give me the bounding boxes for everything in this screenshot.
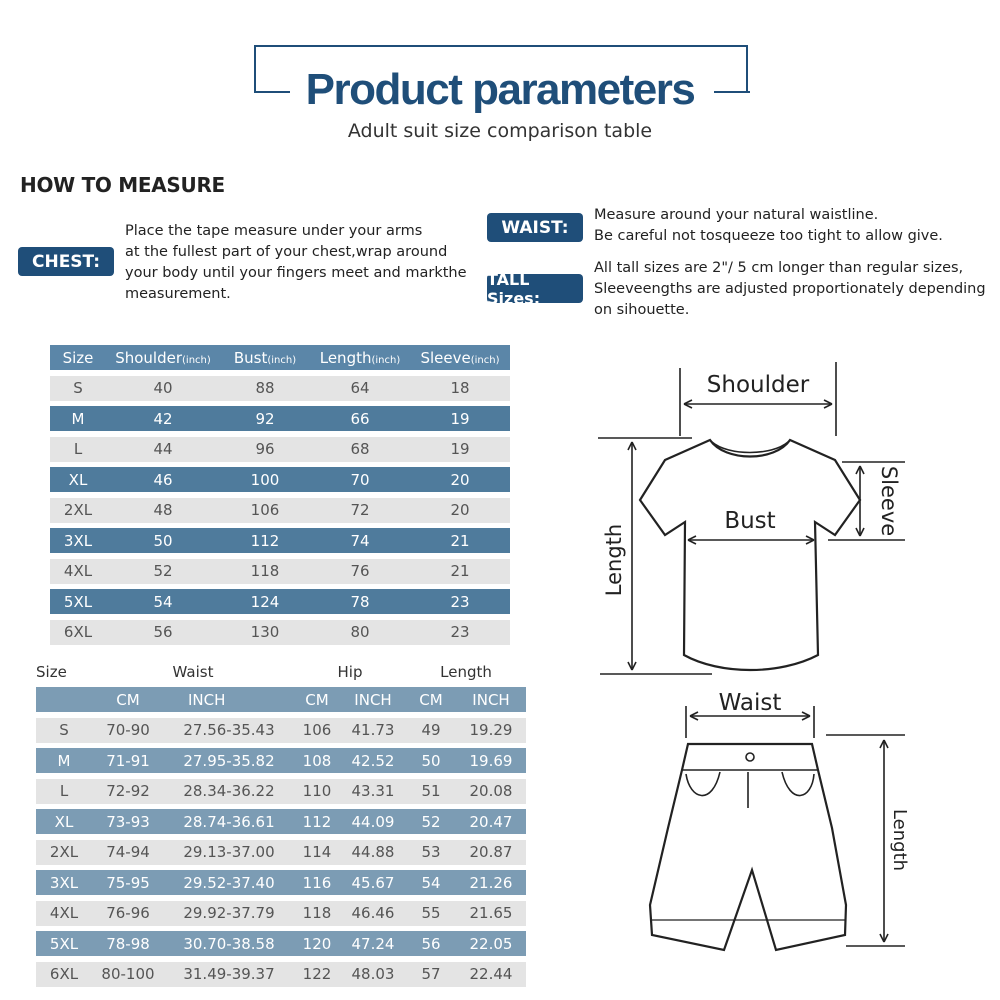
table-cell: 118 — [302, 904, 332, 922]
group-length: Length — [440, 663, 492, 681]
tall-sizes-description — [594, 258, 994, 321]
table-cell: 106 — [302, 721, 332, 739]
bottom-table-group-header — [36, 660, 526, 684]
page-subtitle: Adult suit size comparison table — [347, 120, 653, 142]
table-cell: 118 — [250, 562, 280, 580]
table-cell: 27.56-35.43 — [183, 721, 275, 739]
waist-badge: WAIST: — [487, 213, 583, 242]
group-size: Size — [36, 663, 67, 681]
table-cell: 20 — [450, 470, 470, 489]
tshirt-outline — [640, 440, 860, 670]
header-cell: Size — [62, 348, 94, 367]
subheader-cell: CM — [305, 690, 329, 709]
table-cell: 56 — [153, 623, 173, 641]
table-cell: 19 — [450, 409, 470, 428]
table-cell: 51 — [421, 782, 441, 800]
table-cell: 100 — [250, 470, 280, 489]
bust-label: Bust — [724, 508, 776, 534]
table-row — [50, 559, 510, 584]
table-cell: 75-95 — [106, 873, 150, 892]
table-cell: 42 — [153, 409, 173, 428]
header-cell: Bust(inch) — [233, 348, 297, 367]
table-cell: 72-92 — [106, 782, 150, 800]
table-cell: 92 — [255, 409, 275, 428]
subheader-cell: INCH — [188, 690, 226, 709]
table-row — [36, 901, 526, 926]
table-row — [36, 748, 526, 773]
table-cell: 116 — [302, 873, 332, 892]
table-cell: 20.87 — [469, 843, 513, 861]
title-frame-left-tick — [254, 91, 290, 93]
chest-badge: CHEST: — [18, 247, 114, 276]
table-cell: 55 — [421, 904, 441, 922]
table-cell: 40 — [153, 379, 173, 397]
table-cell: M — [71, 409, 85, 428]
waist-line: Be careful not tosqueeze too tight to allow give. — [594, 228, 943, 244]
header-cell: Sleeve(inch) — [420, 348, 500, 367]
table-row — [36, 779, 526, 804]
shorts-length-label: Length — [889, 808, 910, 872]
table-cell: 30.70-38.58 — [183, 934, 275, 953]
table-cell: L — [59, 782, 69, 800]
shirt-length-label: Length — [602, 523, 626, 597]
table-cell: 44.09 — [351, 812, 395, 831]
table-cell: 21 — [450, 562, 470, 580]
subheader-cell: INCH — [472, 690, 510, 709]
table-cell: 54 — [421, 873, 441, 892]
table-cell: S — [59, 721, 69, 739]
table-row — [36, 931, 526, 956]
table-cell: 70-90 — [106, 721, 150, 739]
table-row — [50, 620, 510, 645]
table-cell: 19.29 — [469, 721, 513, 739]
table-cell: 6XL — [63, 623, 93, 641]
bottom-table-subheader — [36, 687, 526, 712]
tall-line: Sleeveengths are adjusted proportionately depending — [594, 281, 986, 297]
table-cell: 48.03 — [351, 965, 395, 983]
table-row — [50, 437, 510, 462]
table-cell: 52 — [421, 812, 441, 831]
table-cell: 114 — [302, 843, 332, 861]
chest-line: your body until your fingers meet and markthe — [125, 265, 467, 281]
table-cell: 44.88 — [351, 843, 395, 861]
table-row — [50, 589, 510, 614]
garment-diagram — [590, 355, 995, 995]
chest-line: measurement. — [125, 286, 231, 302]
table-row — [36, 809, 526, 834]
table-cell: 6XL — [49, 965, 79, 983]
table-cell: 23 — [450, 592, 470, 611]
table-cell: 120 — [302, 934, 332, 953]
table-cell: 122 — [302, 965, 332, 983]
table-cell: 4XL — [63, 562, 93, 580]
top-size-table — [50, 345, 510, 650]
sleeve-label: Sleeve — [877, 465, 901, 537]
table-cell: 28.34-36.22 — [183, 782, 275, 800]
table-cell: 42.52 — [351, 751, 395, 770]
table-cell: 72 — [350, 501, 370, 519]
table-row — [50, 467, 510, 492]
table-cell: 88 — [255, 379, 275, 397]
table-cell: 21 — [450, 531, 470, 550]
table-row — [36, 718, 526, 743]
table-cell: 50 — [153, 531, 173, 550]
table-cell: 73-93 — [106, 812, 150, 831]
table-cell: 28.74-36.61 — [183, 812, 275, 831]
waist-description — [594, 205, 994, 247]
table-cell: 3XL — [63, 531, 93, 550]
table-cell: 78 — [350, 592, 370, 611]
table-cell: 54 — [153, 592, 173, 611]
bottom-size-table — [36, 660, 526, 992]
table-cell: 22.05 — [469, 934, 513, 953]
table-cell: 21.65 — [469, 904, 513, 922]
table-cell: 3XL — [49, 873, 79, 892]
table-cell: 68 — [350, 440, 370, 458]
table-row — [36, 962, 526, 987]
page-title: Product parameters — [290, 62, 710, 118]
table-row — [36, 870, 526, 895]
table-cell: 108 — [302, 751, 332, 770]
group-waist: Waist — [172, 663, 214, 681]
table-cell: 5XL — [63, 592, 93, 611]
table-cell: S — [73, 379, 83, 397]
table-cell: 5XL — [49, 934, 79, 953]
table-cell: 80-100 — [101, 965, 155, 983]
shoulder-label: Shoulder — [706, 372, 810, 398]
table-cell: 112 — [250, 531, 280, 550]
table-cell: M — [57, 751, 71, 770]
tall-sizes-badge: TALL Sizes: — [487, 274, 583, 303]
table-cell: 46.46 — [351, 904, 395, 922]
table-cell: 96 — [255, 440, 275, 458]
table-cell: 76-96 — [106, 904, 150, 922]
table-cell: 52 — [153, 562, 173, 580]
table-cell: 112 — [302, 812, 332, 831]
table-cell: 19.69 — [469, 751, 513, 770]
table-cell: 74-94 — [106, 843, 150, 861]
chest-description — [125, 221, 485, 305]
table-cell: 71-91 — [106, 751, 150, 770]
table-cell: 57 — [421, 965, 441, 983]
table-row — [50, 376, 510, 401]
table-cell: 106 — [250, 501, 280, 519]
chest-line: at the fullest part of your chest,wrap around — [125, 244, 448, 260]
table-cell: 2XL — [49, 843, 79, 861]
table-cell: 22.44 — [469, 965, 513, 983]
table-cell: 19 — [450, 440, 470, 458]
table-cell: 45.67 — [351, 873, 395, 892]
tall-line: on sihouette. — [594, 302, 690, 318]
table-cell: 29.92-37.79 — [183, 904, 275, 922]
table-cell: 78-98 — [106, 934, 150, 953]
table-cell: 2XL — [63, 501, 93, 519]
table-cell: 53 — [421, 843, 441, 861]
table-cell: 130 — [250, 623, 280, 641]
title-frame-right-tick — [714, 91, 750, 93]
table-cell: 76 — [350, 562, 370, 580]
table-cell: 56 — [421, 934, 441, 953]
table-cell: 29.52-37.40 — [183, 873, 275, 892]
table-cell: 27.95-35.82 — [183, 751, 275, 770]
table-cell: 20.47 — [469, 812, 513, 831]
table-cell: 43.31 — [351, 782, 395, 800]
table-cell: L — [73, 440, 83, 458]
table-row — [50, 406, 510, 431]
table-cell: 23 — [450, 623, 470, 641]
table-row — [50, 498, 510, 523]
header-cell: Length(inch) — [319, 348, 401, 367]
table-cell: 29.13-37.00 — [183, 843, 275, 861]
table-cell: 46 — [153, 470, 173, 489]
table-cell: 20 — [450, 501, 470, 519]
waist-line: Measure around your natural waistline. — [594, 207, 879, 223]
table-cell: 80 — [350, 623, 370, 641]
table-cell: 70 — [350, 470, 370, 489]
top-table-header — [50, 345, 510, 370]
table-cell: 66 — [350, 409, 370, 428]
table-cell: 44 — [153, 440, 173, 458]
group-hip: Hip — [337, 663, 363, 681]
table-cell: 64 — [350, 379, 370, 397]
table-row — [36, 840, 526, 865]
table-cell: 124 — [250, 592, 280, 611]
waist-label: Waist — [718, 690, 782, 716]
subheader-cell: CM — [419, 690, 443, 709]
table-cell: XL — [54, 812, 74, 831]
table-cell: 41.73 — [351, 721, 395, 739]
table-cell: 48 — [153, 501, 173, 519]
table-cell: 50 — [421, 751, 441, 770]
table-row — [50, 528, 510, 553]
table-cell: 31.49-39.37 — [183, 965, 275, 983]
table-cell: 21.26 — [469, 873, 513, 892]
header-cell: Shoulder(inch) — [115, 348, 211, 367]
tall-line: All tall sizes are 2"/ 5 cm longer than regular sizes, — [594, 260, 964, 276]
table-cell: 20.08 — [469, 782, 513, 800]
table-cell: 47.24 — [351, 934, 395, 953]
table-cell: 4XL — [49, 904, 79, 922]
table-cell: 110 — [302, 782, 332, 800]
table-cell: XL — [68, 470, 88, 489]
table-cell: 49 — [421, 721, 441, 739]
subheader-cell: CM — [116, 690, 140, 709]
how-to-measure-heading: HOW TO MEASURE — [20, 173, 225, 197]
table-cell: 18 — [450, 379, 470, 397]
subheader-cell: INCH — [354, 690, 392, 709]
chest-line: Place the tape measure under your arms — [125, 223, 423, 239]
table-cell: 74 — [350, 531, 370, 550]
